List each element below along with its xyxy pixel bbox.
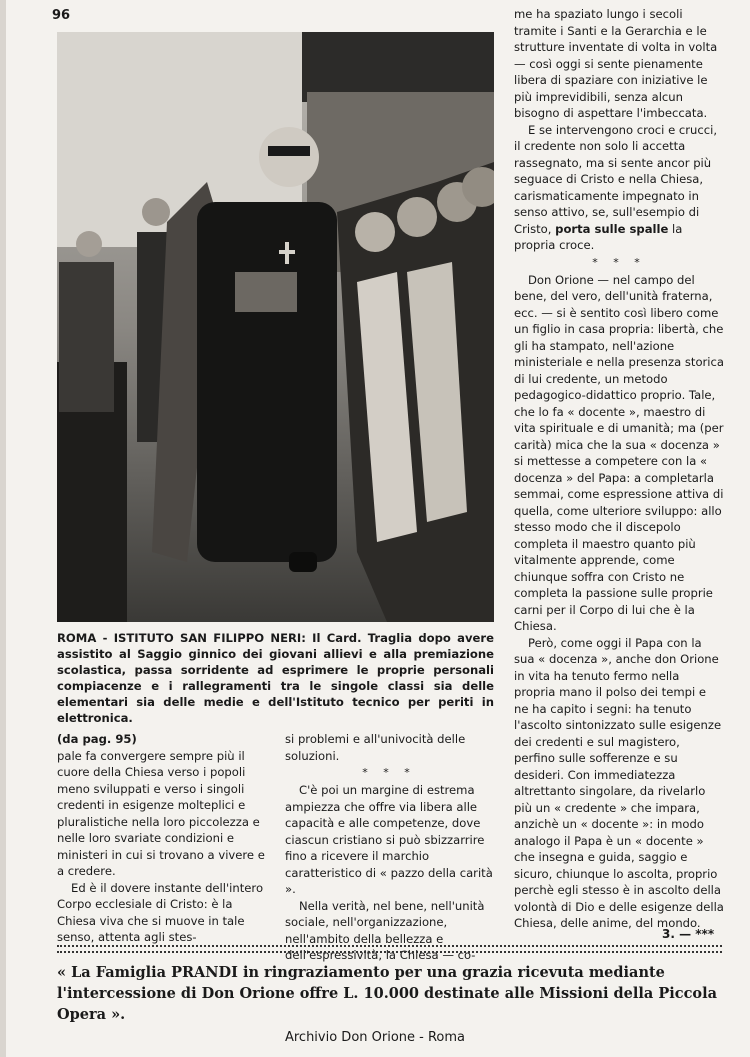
divider-rule (57, 945, 722, 947)
right-column (514, 6, 724, 932)
archive-footer: Archivio Don Orione - Roma (284, 1030, 466, 1045)
section-separator: * * * (592, 255, 646, 269)
paragraph: Ed è il dovere instante dell'intero Corpo ecclesiale di Cristo: è la Chiesa viva che si muove in tale senso, attenta agli stes- (57, 880, 264, 944)
left-column (57, 731, 275, 946)
paragraph-text: la propria croce. (514, 221, 683, 252)
page-end-marker: 3. — *** (662, 927, 715, 941)
photo-caption: ROMA - ISTITUTO SAN FILIPPO NERI: Il Card. Traglia dopo avere assistito al Saggio ginnico dei giovani allievi e alla premiazione scolastica, passa sorridente ad esprimere le proprie personali compiacenze e i rallegramenti tra le singole classi sia delle elementari sia delle medie e dell'Istituto tecnico per periti in elettronica. (57, 631, 494, 725)
middle-column (285, 731, 493, 964)
paragraph: me ha spaziato lungo i secoli tramite i Santi e la Gerarchia e le strutture inventate di volta in volta — così oggi si sente pienamente libera di spaziare con iniziative le più imprevidibili, senza alcun bisogno di aspettare l'imbeccata. (514, 7, 718, 120)
paragraph: C'è poi un margine di estrema ampiezza che offre via libera alle capacità e alle competenze, dove ciascun cristiano si può sbizzarrire fino a ricevere il marchio caratteristico di « pazzo della carità ». (285, 783, 493, 896)
paragraph (514, 122, 724, 254)
continuation-reference: (da pag. 95) (57, 732, 137, 746)
page-number: 96 (52, 8, 71, 23)
divider-rule (57, 951, 722, 953)
paragraph: pale fa convergere sempre più il cuore della Chiesa verso i popoli meno sviluppati e verso i singoli credenti in esigenze molteplici e pluralistiche nella loro piccolezza e nelle loro svariate condizioni e ministeri in cui si trovano a vivere e a credere. (57, 748, 265, 878)
paragraph-text: E se intervengono croci e crucci, il credente non solo li accetta rassegnato, ma si sente ancor più seguace di Cristo e nella Chiesa, carismaticamente impegnato in senso attivo, se, sull'esempio di Cristo, (514, 122, 718, 236)
paragraph: Nella verità, nel bene, nell'unità sociale, nell'organizzazione, nell'ambito della bellezza e dell'espressività, la Chiesa — co- (285, 898, 485, 962)
paragraph: si problemi e all'univocità delle soluzioni. (285, 732, 466, 763)
paragraph: Don Orione — nel campo del bene, del vero, dell'unità fraterna, ecc. — si è sentito così libero come un figlio in casa propria: libertà, che gli ha stampato, nell'azione ministeriale e nella presenza storica di lui credente, un metodo pedagogico-didattico proprio. Tale, che lo fa « docente », maestro di vita spirituale e di umanità; ma (per carità) mica che la sua « docenza » si mettesse a competere con la « docenza » del Papa: a completarla semmai, come espressione attiva di quella, come ulteriore sviluppo: allo stesso modo che il discepolo completa il maestro quanto più vitalmente apprende, come chiunque soffra con Cristo ne completa la passione sulle proprie carni per il Corpo di lui che è la Chiesa. (514, 272, 725, 633)
page-binding-edge (0, 0, 6, 1057)
photo (57, 32, 494, 622)
photo-illustration (57, 32, 494, 622)
donation-notice: « La Famiglia PRANDI in ringraziamento per una grazia ricevuta mediante l'intercessione di Don Orione offre L. 10.000 destinate alle Missioni della Piccola Opera ». (57, 964, 718, 1023)
section-separator: * * * (362, 766, 416, 779)
emphasis-text: porta sulle spalle (555, 221, 669, 236)
paragraph: Però, come oggi il Papa con la sua « docenza », anche don Orione in vita ha tenuto fermo nella propria mano il polso dei tempi e ne ha capito i segni: ha tenuto l'ascolto sintonizzato sulle esigenze dei credenti e sul magistero, perfino sulle sofferenze e su desideri. Con immediatezza altrettanto singolare, da rivelarlo più un « credente » che impara, anzichè un « docente »: in modo analogo il Papa è un « docente » che insegna e guida, saggio e sicuro, chiunque lo ascolta, proprio perchè egli stesso è in ascolto della volontà di Dio e delle esigenze della Chiesa, delle anime, del mondo. (514, 635, 724, 930)
